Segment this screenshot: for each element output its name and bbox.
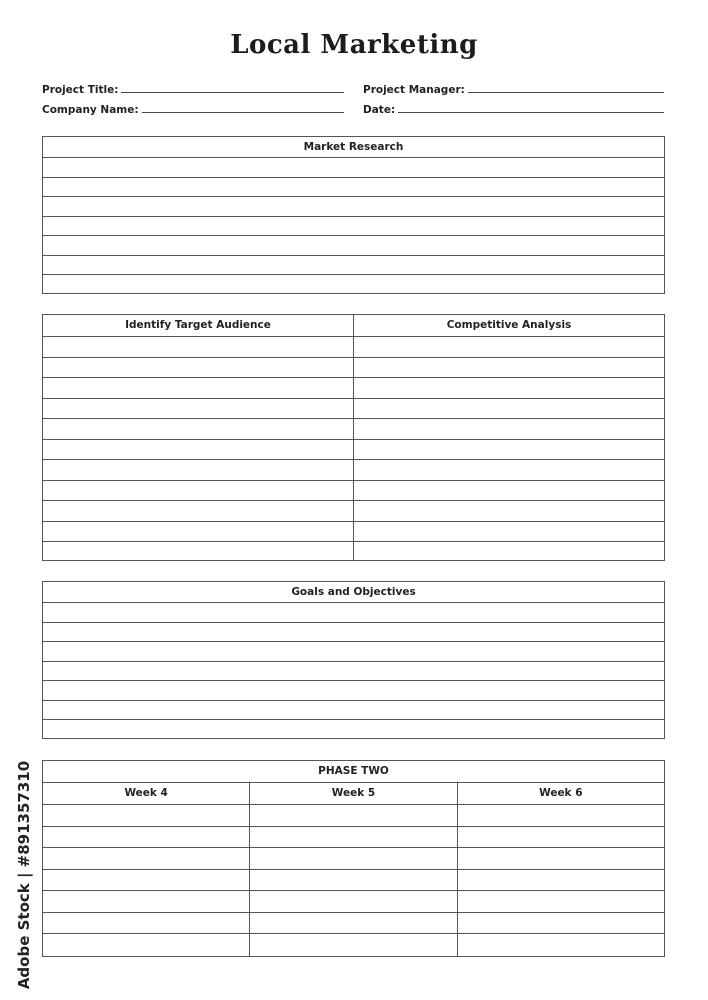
writing-line[interactable]	[458, 933, 664, 955]
writing-line[interactable]	[250, 826, 456, 847]
writing-line[interactable]	[43, 847, 249, 869]
writing-line[interactable]	[43, 196, 664, 216]
writing-line[interactable]	[43, 912, 249, 933]
writing-line[interactable]	[354, 377, 664, 398]
writing-line[interactable]	[354, 500, 664, 521]
market-research-header: Market Research	[303, 141, 404, 153]
project-manager-label: Project Manager:	[363, 84, 465, 96]
writing-line[interactable]	[43, 418, 353, 439]
writing-line[interactable]	[43, 804, 249, 826]
writing-line[interactable]	[43, 480, 353, 500]
writing-line[interactable]	[43, 541, 353, 560]
writing-line[interactable]	[250, 847, 456, 869]
project-title-line[interactable]	[121, 92, 344, 93]
writing-line[interactable]	[43, 826, 249, 847]
writing-line[interactable]	[354, 398, 664, 418]
week-4-header: Week 4	[124, 787, 168, 799]
writing-line[interactable]	[354, 439, 664, 459]
company-name-label: Company Name:	[42, 104, 139, 116]
target-audience-column	[43, 315, 353, 560]
writing-line[interactable]	[43, 719, 664, 738]
competitive-analysis-column	[353, 315, 664, 560]
week-6-column	[457, 783, 664, 956]
writing-line[interactable]	[250, 804, 456, 826]
writing-line[interactable]	[458, 804, 664, 826]
writing-line[interactable]	[354, 541, 664, 560]
project-manager-field[interactable]	[363, 80, 664, 96]
company-name-line[interactable]	[142, 112, 344, 113]
writing-line[interactable]	[43, 890, 249, 912]
writing-line[interactable]	[354, 459, 664, 480]
goals-header: Goals and Objectives	[291, 586, 416, 598]
writing-line[interactable]	[250, 912, 456, 933]
writing-line[interactable]	[43, 255, 664, 274]
writing-line[interactable]	[43, 439, 353, 459]
target-audience-header: Identify Target Audience	[125, 319, 271, 331]
writing-line[interactable]	[43, 869, 249, 890]
stock-id-text: Adobe Stock | #891357310	[15, 760, 33, 990]
writing-line[interactable]	[43, 933, 249, 955]
writing-line[interactable]	[43, 398, 353, 418]
writing-line[interactable]	[43, 377, 353, 398]
date-field[interactable]	[363, 100, 664, 116]
writing-line[interactable]	[43, 700, 664, 719]
writing-line[interactable]	[43, 157, 664, 177]
weeks-grid	[43, 782, 664, 956]
writing-line[interactable]	[458, 847, 664, 869]
writing-line[interactable]	[458, 912, 664, 933]
writing-line[interactable]	[43, 459, 353, 480]
writing-line[interactable]	[250, 869, 456, 890]
writing-line[interactable]	[43, 500, 353, 521]
writing-line[interactable]	[43, 357, 353, 377]
goals-section	[42, 581, 665, 739]
writing-line[interactable]	[43, 680, 664, 700]
week-4-column	[43, 783, 249, 956]
writing-line[interactable]	[354, 521, 664, 541]
writing-line[interactable]	[43, 235, 664, 255]
writing-line[interactable]	[43, 216, 664, 235]
date-line[interactable]	[398, 112, 664, 113]
phase-two-section	[42, 760, 665, 957]
writing-line[interactable]	[43, 602, 664, 622]
page-title: Local Marketing	[230, 30, 478, 60]
writing-line[interactable]	[250, 890, 456, 912]
writing-line[interactable]	[458, 826, 664, 847]
week-5-header: Week 5	[331, 787, 376, 799]
writing-line[interactable]	[43, 274, 664, 293]
writing-line[interactable]	[354, 418, 664, 439]
phase-two-header: PHASE TWO	[318, 765, 389, 777]
writing-line[interactable]	[354, 480, 664, 500]
market-research-section	[42, 136, 665, 294]
week-5-column	[249, 783, 456, 956]
writing-line[interactable]	[43, 661, 664, 680]
writing-line[interactable]	[43, 177, 664, 196]
writing-line[interactable]	[458, 890, 664, 912]
writing-line[interactable]	[43, 521, 353, 541]
writing-line[interactable]	[43, 336, 353, 357]
competitive-analysis-header: Competitive Analysis	[446, 319, 572, 331]
project-title-field[interactable]	[42, 80, 344, 96]
audience-competition-section	[42, 314, 665, 561]
week-6-header: Week 6	[539, 787, 583, 799]
date-label: Date:	[363, 104, 396, 116]
stock-id-watermark	[14, 760, 34, 990]
writing-line[interactable]	[43, 641, 664, 661]
writing-line[interactable]	[458, 869, 664, 890]
writing-line[interactable]	[354, 357, 664, 377]
writing-line[interactable]	[43, 622, 664, 641]
writing-line[interactable]	[354, 336, 664, 357]
project-title-label: Project Title:	[42, 84, 119, 96]
writing-line[interactable]	[250, 933, 456, 955]
company-name-field[interactable]	[42, 100, 344, 116]
project-manager-line[interactable]	[468, 92, 664, 93]
